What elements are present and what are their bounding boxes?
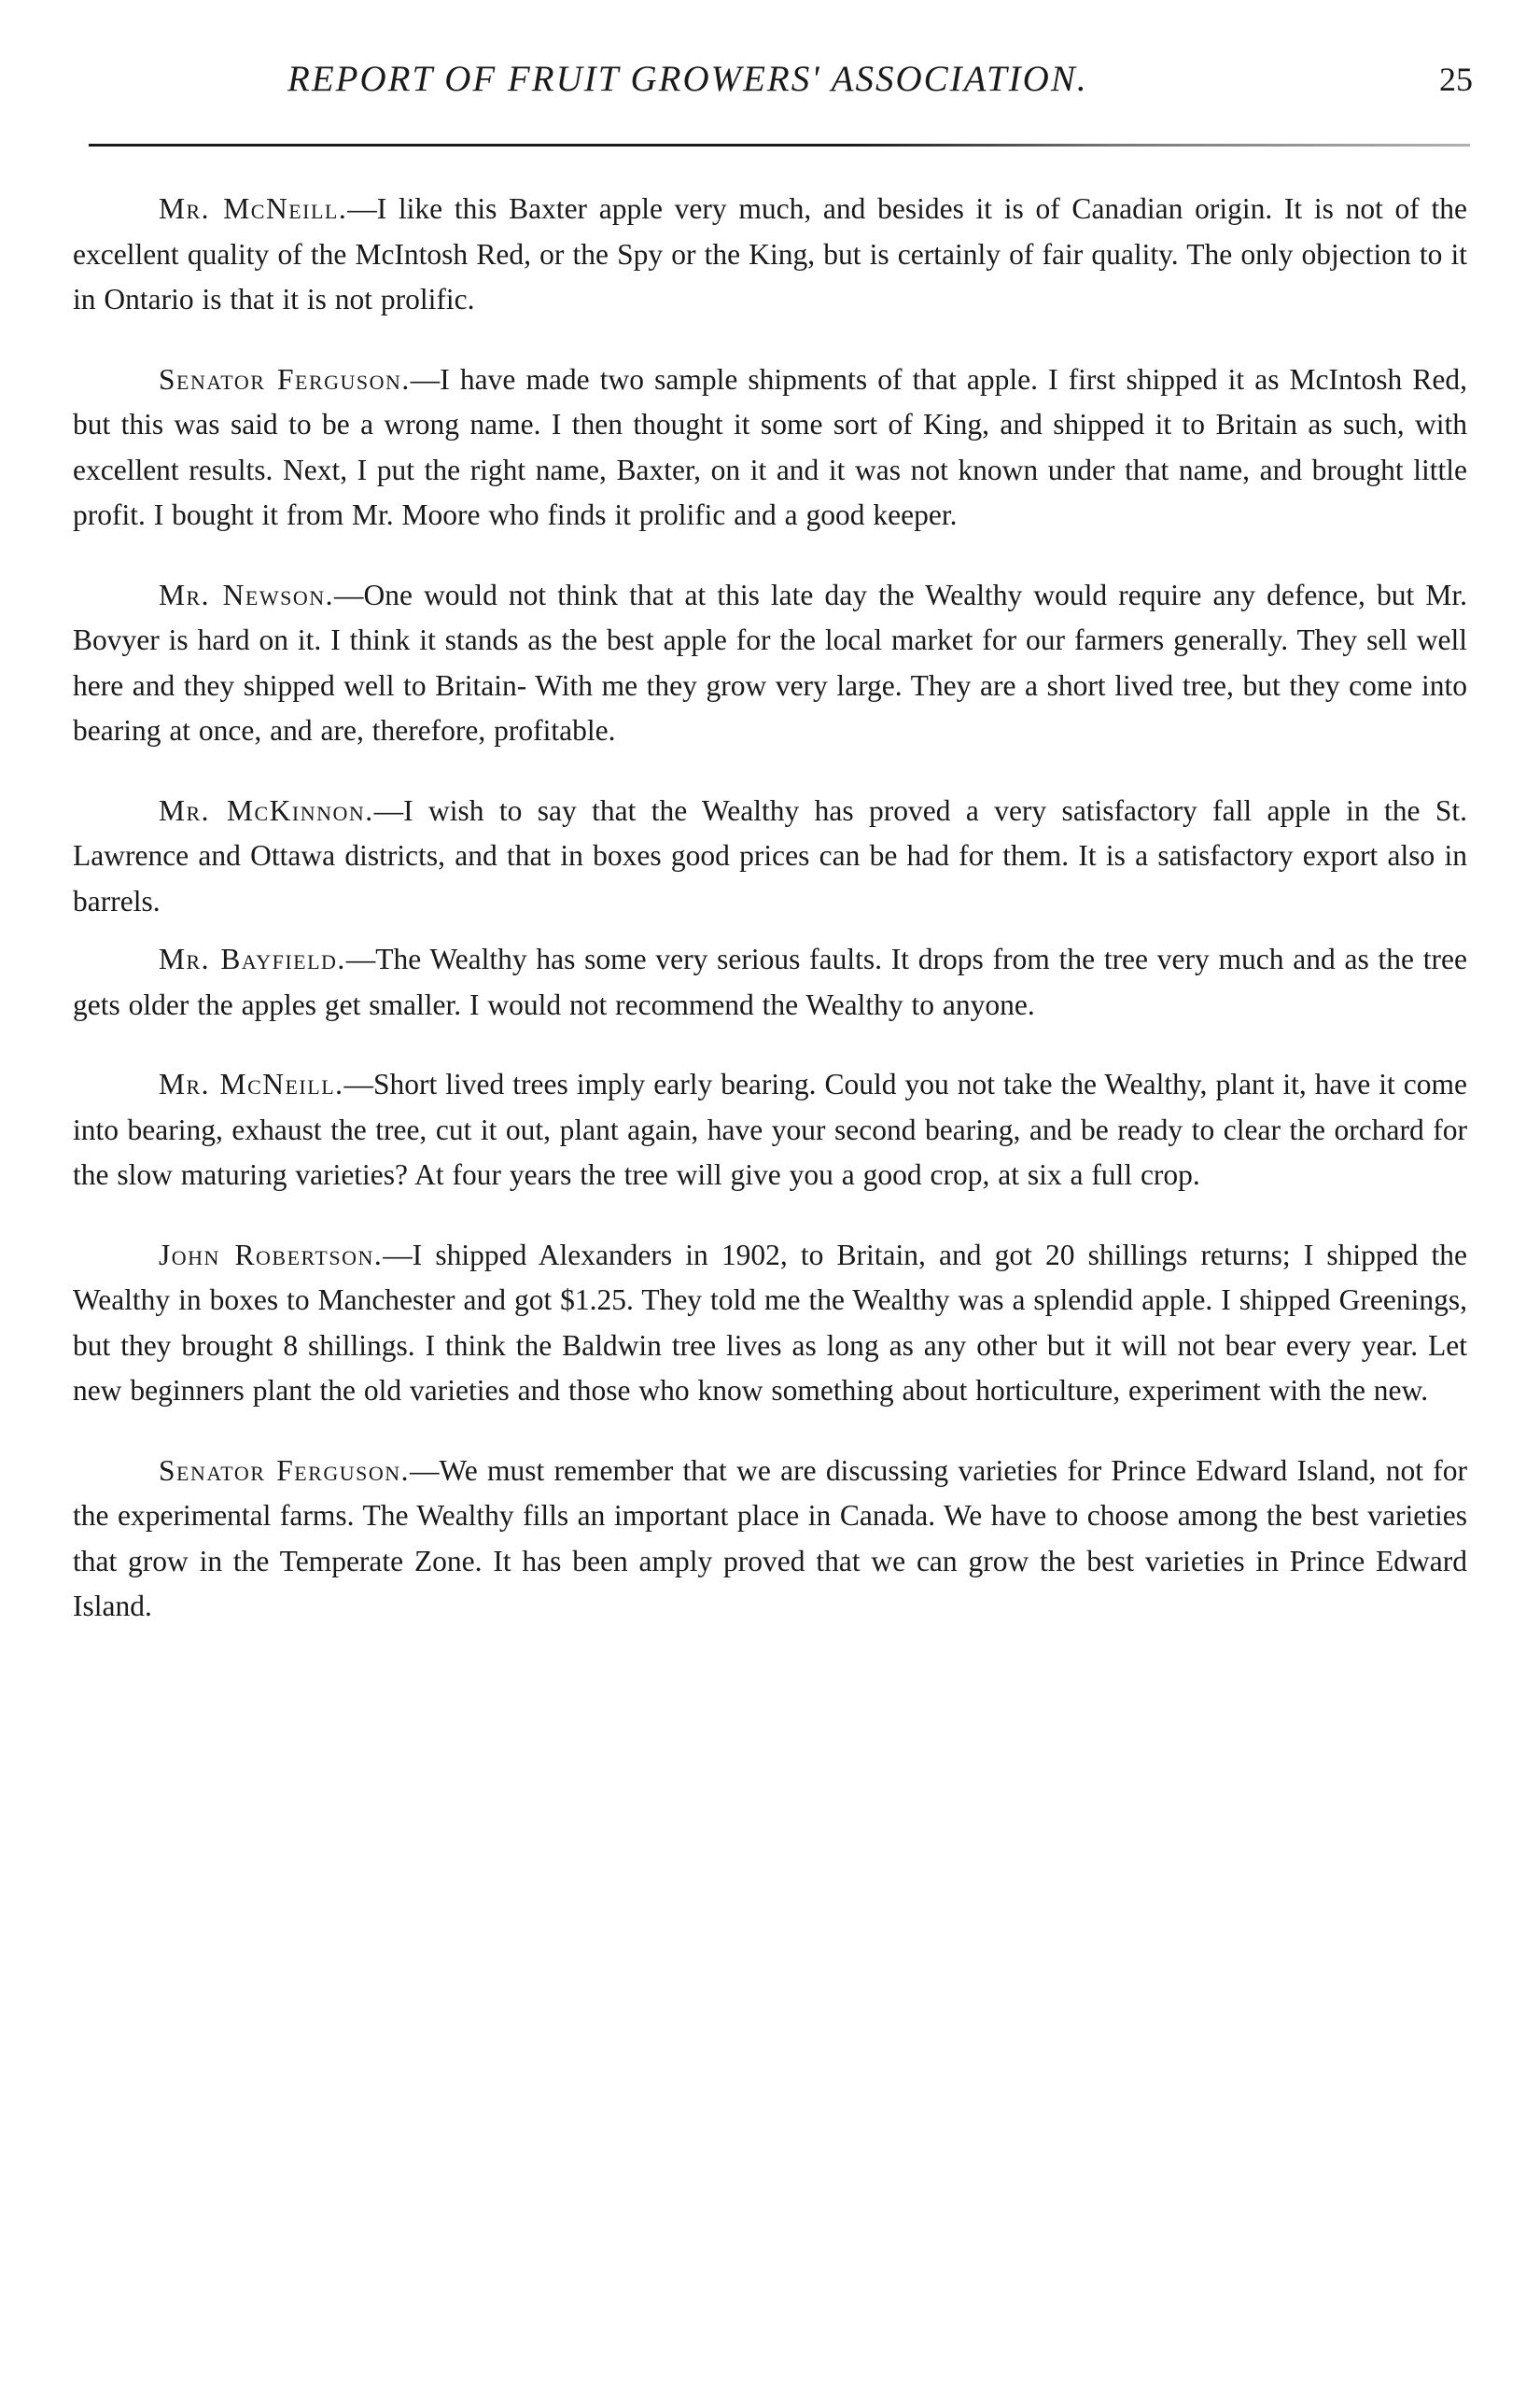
paragraph-text: —We must remember that we are discussing varieties for Prince Edward Island, not for the experimental farms. The Wealthy fills an important place in Canada. We have to choose among the best varieties that grow in the Temperate Zone. It has been amply proved that we can grow the best varieties in Prince Edward Island. xyxy=(73,1453,1467,1622)
paragraph-text: —Short lived trees imply early bearing. Could you not take the Wealthy, plant it, have it come into bearing, exhaust the tree, cut it out, plant again, have your second bearing, and be ready to clear the orchard for the slow maturing varieties? At four years the tree will give you a good crop, at six a full crop. xyxy=(73,1068,1467,1191)
paragraph-text: —I like this Baxter apple very much, and besides it is of Canadian origin. It is not of the excellent quality of the McIntosh Red, or the Spy or the King, but is certainly of fair quality. The only objection to it in Ontario is that it is not prolific. xyxy=(73,192,1467,315)
paragraph-mcneill-1 xyxy=(73,187,1467,323)
paragraph-text: —I shipped Alexanders in 1902, to Britain, and got 20 shillings returns; I shipped the Wealthy in boxes to Manchester and got $1.25. They told me the Wealthy was a splendid apple. I shipped Greenings, but they brought 8 shillings. I think the Baldwin tree lives as long as any other but it will not bear every year. Let new beginners plant the old varieties and those who know something about horticulture, experiment with the new. xyxy=(73,1238,1468,1407)
running-head xyxy=(73,58,1473,114)
paragraph-text: —The Wealthy has some very serious faults. It drops from the tree very much and as the tree gets older the apples get smaller. I would not recommend the Wealthy to anyone. xyxy=(73,943,1467,1021)
paragraph-ferguson-2 xyxy=(73,1449,1467,1630)
speaker-name: John Robertson. xyxy=(159,1238,384,1271)
speaker-name: Senator Ferguson. xyxy=(159,362,411,396)
speaker-name: Mr. McNeill. xyxy=(159,192,348,225)
page-number: 25 xyxy=(1439,61,1473,98)
paragraph-newson xyxy=(73,573,1467,754)
paragraph-ferguson-1 xyxy=(73,357,1467,539)
speaker-name: Mr. Newson. xyxy=(159,578,334,611)
speaker-name: Mr. McNeill. xyxy=(159,1068,344,1100)
paragraph-bayfield xyxy=(73,937,1467,1028)
paragraph-mckinnon xyxy=(73,789,1467,925)
body-text xyxy=(73,187,1467,1664)
paragraph-text: —I have made two sample shipments of that apple. I first shipped it as McIntosh Red, but this was said to be a wrong name. I then thought it some sort of King, and shipped it to Britain as such, with excellent results. Next, I put the right name, Baxter, on it and it was not known under that name, and brought little profit. I bought it from Mr. Moore who finds it prolific and a good keeper. xyxy=(73,362,1467,531)
speaker-name: Mr. Bayfield. xyxy=(159,943,346,975)
paragraph-text: —One would not think that at this late day the Wealthy would require any defence, but Mr. Bovyer is hard on it. I think it stands as the best apple for the local market for our farmers generally. They sell well here and they shipped well to Britain- With me they grow very large. They are a short lived tree, but they come into bearing at once, and are, therefore, profitable. xyxy=(73,578,1467,747)
paragraph-robertson xyxy=(73,1233,1467,1414)
header-rule xyxy=(89,144,1470,147)
running-title: REPORT OF FRUIT GROWERS' ASSOCIATION. xyxy=(287,59,1088,99)
speaker-name: Senator Ferguson. xyxy=(159,1453,410,1487)
paragraph-mcneill-2 xyxy=(73,1062,1467,1198)
paragraph-text: —I wish to say that the Wealthy has proved a very satisfactory fall apple in the St. Lawrence and Ottawa districts, and that in boxes good prices can be had for them. It is a satisfactory export also in barrels. xyxy=(73,793,1467,918)
speaker-name: Mr. McKinnon. xyxy=(159,793,374,827)
